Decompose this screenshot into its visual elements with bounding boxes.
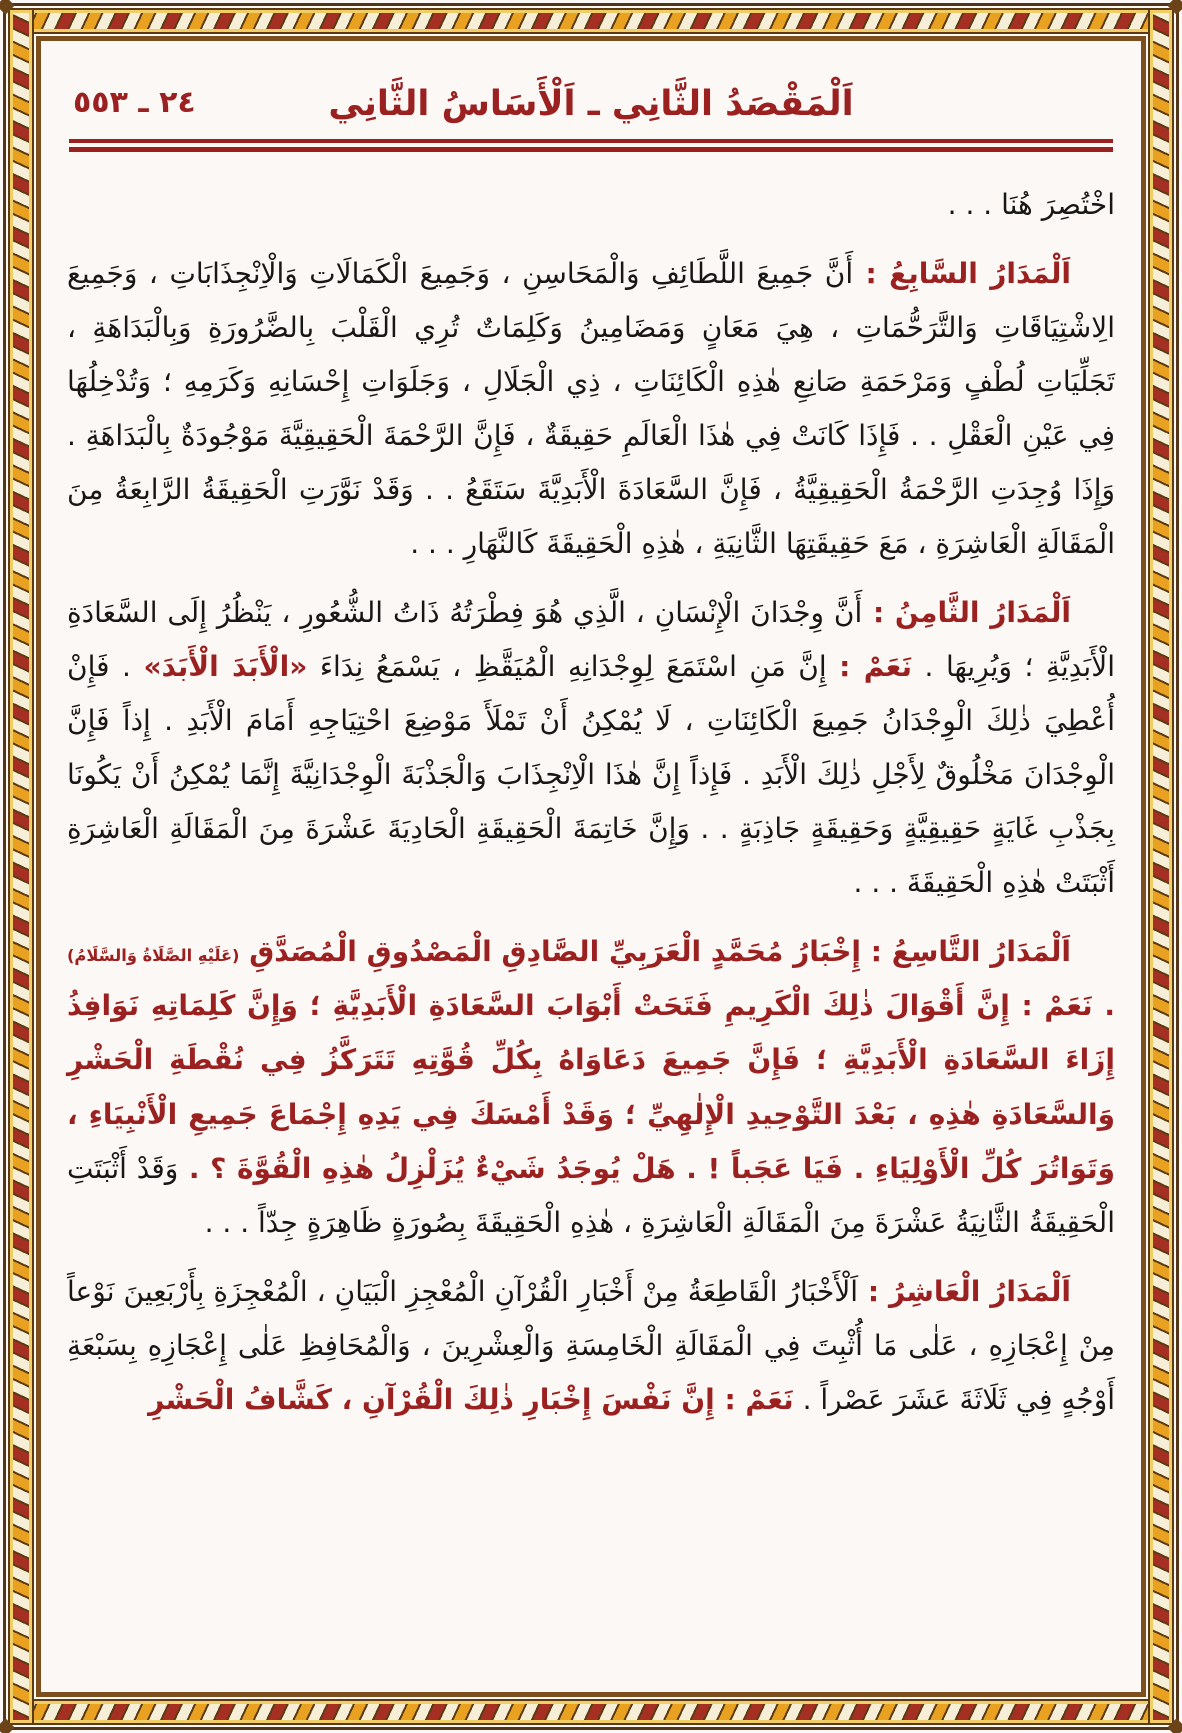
paragraph — [67, 1265, 1115, 1427]
text-segment: وَقَدْ أَثْبَتَتِ الْحَقِيقَةُ الثَّانِيَةُ عَشْرَةَ مِنَ الْمَقَالَةِ الْعَاشِرَةِ ، هٰذِهِ الْحَقِيقَةَ بِصُورَةٍ ظَاهِرَةٍ جِدّاً . . . — [67, 1151, 1115, 1239]
text-segment: . نَعَمْ : إِنَّ أَقْوَالَ ذٰلِكَ الْكَرِيمِ فَتَحَتْ أَبْوَابَ السَّعَادَةِ الْأَبَدِيَّةِ ؛ وَإِنَّ كَلِمَاتِهِ نَوَافِذُ إِزَاءَ السَّعَادَةِ الْأَبَدِيَّةِ ؛ فَإِنَّ جَمِيعَ دَعَاوَاهُ بِكُلِّ قُوَّتِهِ تَتَرَكَّزُ فِي نُقْطَةِ الْحَشْرِ وَالسَّعَادَةِ هٰذِهِ ، بَعْدَ التَّوْحِيدِ الْإِلٰهِيِّ ؛ وَقَدْ أَمْسَكَ فِي يَدِهِ إِجْمَاعَ جَمِيعِ الْأَنْبِيَاءِ ، وَتَوَاتُرَ كُلِّ الْأَوْلِيَاءِ . فَيَا عَجَباً ! . هَلْ يُوجَدُ شَيْءٌ يُزَلْزِلُ هٰذِهِ الْقُوَّةَ ؟ . — [67, 989, 1115, 1185]
page-header — [67, 75, 1115, 137]
text-segment: اَلْمَدَارُ السَّابِعُ : — [853, 257, 1071, 291]
ornamental-border-bottom — [8, 1699, 1174, 1725]
text-segment: أَنَّ وِجْدَانَ الْإِنْسَانِ ، الَّذِي هُوَ فِطْرَتُهُ ذَاتُ الشُّعُورِ ، يَنْظُرُ إِلَى السَّعَادَةِ الْأَبَدِيَّةِ ؛ وَيُرِيهَا . — [67, 596, 1115, 684]
page-title: اَلْمَقْصَدُ الثَّانِي ـ اَلْأَسَاسُ الثَّانِي — [328, 84, 854, 124]
text-segment: أَنَّ جَمِيعَ اللَّطَائِفِ وَالْمَحَاسِنِ ، وَجَمِيعَ الْكَمَالَاتِ وَالْاِنْجِذَابَاتِ ، وَجَمِيعَ الِاشْتِيَاقَاتِ وَالتَّرَحُّمَاتِ ، هِيَ مَعَانٍ وَمَضَامِينُ وَكَلِمَاتٌ تُرِي الْقَلْبَ بِالضَّرُورَةِ وَبِالْبَدَاهَةِ ، تَجَلِّيَاتِ لُطْفٍ وَمَرْحَمَةِ صَانِعِ هٰذِهِ الْكَائِنَاتِ ، ذِي الْجَلَالِ ، وَجَلَوَاتِ إِحْسَانِهِ وَكَرَمِهِ ؛ وَتُدْخِلُهَا فِي عَيْنِ الْعَقْلِ . . فَإِذَا كَانَتْ فِي هٰذَا الْعَالَمِ حَقِيقَةٌ ، فَإِنَّ الرَّحْمَةَ الْحَقِيقِيَّةَ مَوْجُودَةٌ بِالْبَدَاهَةِ . وَإِذَا وُجِدَتِ الرَّحْمَةُ الْحَقِيقِيَّةُ ، فَإِنَّ السَّعَادَةَ الْأَبَدِيَّةَ سَتَقَعُ . . وَقَدْ نَوَّرَتِ الْحَقِيقَةُ الرَّابِعَةُ مِنَ الْمَقَالَةِ الْعَاشِرَةِ ، مَعَ حَقِيقَتِهَا الثَّانِيَةِ ، هٰذِهِ الْحَقِيقَةَ كَالنَّهَارِ . . . — [67, 257, 1115, 561]
text-segment: «الْأَبَدَ الْأَبَدَ» — [143, 650, 308, 684]
header-divider — [69, 139, 1113, 152]
page-number: ٢٤ ـ ٥٥٣ — [73, 85, 196, 120]
paragraph — [67, 247, 1115, 571]
paragraph — [67, 586, 1115, 910]
ornamental-border-left — [8, 8, 34, 1725]
ornamental-border-top — [8, 8, 1174, 34]
body-text — [67, 178, 1115, 1427]
text-segment: اَلْمَدَارُ التَّاسِعُ : إِخْبَارُ مُحَمَّدٍ الْعَرَبِيِّ الصَّادِقِ الْمَصْدُوقِ الْمُصَدَّقِ — [239, 935, 1071, 969]
page-content — [41, 41, 1141, 1692]
text-segment: (عَلَيْهِ الصَّلَاةُ وَالسَّلَامُ) — [67, 946, 240, 966]
text-segment: اخْتُصِرَ هُنَا . . . — [947, 188, 1115, 221]
ornamental-border-right — [1148, 8, 1174, 1725]
text-segment: نَعَمْ : إِنَّ نَفْسَ إِخْبَارِ ذٰلِكَ الْقُرْآنِ ، كَشَّافُ الْحَشْرِ — [148, 1382, 794, 1416]
text-segment: إِنَّ مَنِ اسْتَمَعَ لِوِجْدَانِهِ الْمُيَقَّظِ ، يَسْمَعُ نِدَاءَ — [307, 650, 840, 684]
text-segment: اَلْمَدَارُ الثَّامِنُ : — [862, 596, 1071, 630]
text-segment: اَلْأَخْبَارُ الْقَاطِعَةُ مِنْ أَخْبَارِ الْقُرْآنِ الْمُعْجِزِ الْبَيَانِ ، الْمُعْجِزَةِ بِأَرْبَعِينَ نَوْعاً مِنْ إِعْجَازِهِ ، عَلٰى مَا أُثْبِتَ فِي الْمَقَالَةِ الْخَامِسَةِ وَالْعِشْرِينَ ، وَالْمُحَافِظِ عَلٰى إِعْجَازِهِ بِسَبْعَةِ أَوْجُهٍ فِي ثَلَاثَةَ عَشَرَ عَصْراً . — [67, 1274, 1115, 1416]
paragraph — [67, 178, 1115, 232]
text-segment: نَعَمْ : — [839, 650, 912, 684]
text-segment: . فَإِنْ أُعْطِيَ ذٰلِكَ الْوِجْدَانُ جَمِيعَ الْكَائِنَاتِ ، لَا يُمْكِنُ أَنْ تَمْلَأَ مَوْضِعَ احْتِيَاجِهِ أَمَامَ الْأَبَدِ . إِذاً فَإِنَّ الْوِجْدَانَ مَخْلُوقٌ لِأَجْلِ ذٰلِكَ الْأَبَدِ . فَإِذاً إِنَّ هٰذَا الْاِنْجِذَابَ وَالْجَذْبَةَ الْوِجْدَانِيَّةَ إِنَّمَا يُمْكِنُ أَنْ يَكُونَا بِجَذْبِ غَايَةٍ حَقِيقِيَّةٍ وَحَقِيقَةٍ جَاذِبَةٍ . . وَإِنَّ خَاتِمَةَ الْحَقِيقَةِ الْحَادِيَةَ عَشْرَةَ مِنَ الْمَقَالَةِ الْعَاشِرَةِ أَثْبَتَتْ هٰذِهِ الْحَقِيقَةَ . . . — [67, 650, 1115, 900]
paragraph — [67, 925, 1115, 1249]
text-segment: اَلْمَدَارُ الْعَاشِرُ : — [858, 1274, 1071, 1308]
